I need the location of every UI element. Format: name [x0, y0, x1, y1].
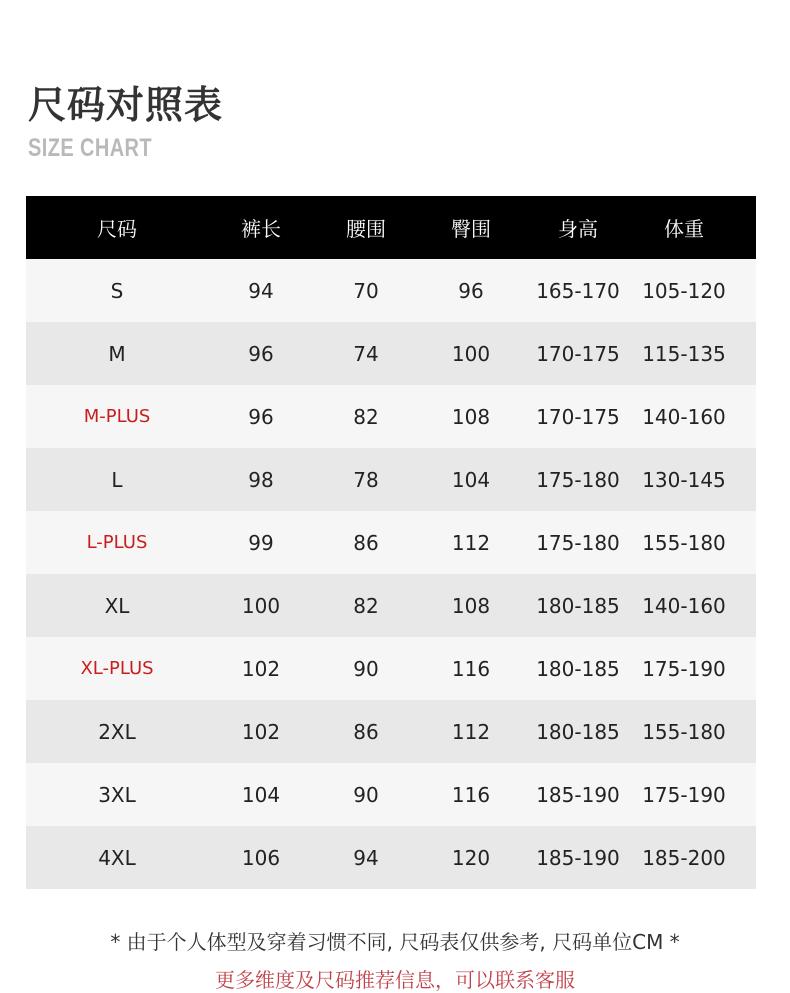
size-cell: L-PLUS: [86, 532, 148, 553]
size-cell: XL: [104, 593, 130, 618]
length-cell: 98: [248, 467, 274, 492]
hip-cell: 108: [451, 404, 491, 429]
column-header-height: 身高: [558, 217, 598, 241]
height-cell: 180-185: [536, 593, 620, 618]
table-row: [26, 448, 756, 511]
hip-cell: 116: [451, 782, 491, 807]
length-cell: 96: [248, 341, 274, 366]
weight-cell: 175-190: [642, 782, 726, 807]
column-spacer: [736, 196, 756, 259]
size-cell: 2XL: [98, 719, 136, 744]
table-row: [26, 826, 756, 889]
row-spacer: [736, 700, 756, 763]
waist-cell: 82: [353, 404, 379, 429]
waist-cell: 70: [353, 278, 379, 303]
length-cell: 100: [241, 593, 281, 618]
contact-service-link[interactable]: 更多维度及尺码推荐信息，可以联系客服: [215, 968, 575, 992]
page-subtitle: SIZE CHART: [28, 134, 152, 162]
size-disclaimer: * 由于个人体型及穿着习惯不同, 尺码表仅供参考, 尺码单位CM *: [110, 930, 680, 954]
weight-cell: 175-190: [642, 656, 726, 681]
size-cell: L: [111, 467, 123, 492]
size-cell: 4XL: [98, 845, 136, 870]
size-cell: M: [108, 341, 126, 366]
length-cell: 102: [241, 656, 281, 681]
size-chart-table: [26, 196, 756, 889]
table-row: [26, 385, 756, 448]
size-cell: 3XL: [98, 782, 136, 807]
height-cell: 180-185: [536, 656, 620, 681]
weight-cell: 140-160: [642, 593, 726, 618]
row-spacer: [736, 511, 756, 574]
column-header-size: 尺码: [97, 217, 137, 241]
table-row: [26, 700, 756, 763]
weight-cell: 155-180: [642, 719, 726, 744]
row-spacer: [736, 259, 756, 322]
height-cell: 165-170: [536, 278, 620, 303]
length-cell: 102: [241, 719, 281, 744]
weight-cell: 140-160: [642, 404, 726, 429]
column-header-weight: 体重: [664, 217, 704, 241]
table-row: [26, 511, 756, 574]
length-cell: 104: [241, 782, 281, 807]
row-spacer: [736, 385, 756, 448]
waist-cell: 82: [353, 593, 379, 618]
size-cell: M-PLUS: [83, 406, 151, 427]
height-cell: 175-180: [536, 467, 620, 492]
waist-cell: 86: [353, 530, 379, 555]
table-row: [26, 637, 756, 700]
height-cell: 180-185: [536, 719, 620, 744]
page-title: 尺码对照表: [28, 83, 224, 127]
waist-cell: 74: [353, 341, 379, 366]
weight-cell: 185-200: [642, 845, 726, 870]
length-cell: 106: [241, 845, 281, 870]
weight-cell: 105-120: [642, 278, 726, 303]
waist-cell: 78: [353, 467, 379, 492]
hip-cell: 112: [451, 530, 491, 555]
size-cell: S: [110, 278, 124, 303]
hip-cell: 108: [451, 593, 491, 618]
length-cell: 96: [248, 404, 274, 429]
hip-cell: 104: [451, 467, 491, 492]
row-spacer: [736, 574, 756, 637]
weight-cell: 155-180: [642, 530, 726, 555]
table-row: [26, 322, 756, 385]
waist-cell: 90: [353, 782, 379, 807]
weight-cell: 130-145: [642, 467, 726, 492]
table-row: [26, 763, 756, 826]
hip-cell: 96: [458, 278, 484, 303]
waist-cell: 90: [353, 656, 379, 681]
row-spacer: [736, 322, 756, 385]
hip-cell: 120: [451, 845, 491, 870]
table-row: [26, 259, 756, 322]
length-cell: 94: [248, 278, 274, 303]
height-cell: 185-190: [536, 845, 620, 870]
column-header-hip: 臀围: [451, 217, 491, 241]
length-cell: 99: [248, 530, 274, 555]
table-header-row: [26, 196, 756, 259]
weight-cell: 115-135: [642, 341, 726, 366]
hip-cell: 100: [451, 341, 491, 366]
height-cell: 175-180: [536, 530, 620, 555]
column-header-length: 裤长: [241, 217, 281, 241]
row-spacer: [736, 637, 756, 700]
waist-cell: 94: [353, 845, 379, 870]
height-cell: 170-175: [536, 404, 620, 429]
height-cell: 170-175: [536, 341, 620, 366]
row-spacer: [736, 448, 756, 511]
table-row: [26, 574, 756, 637]
row-spacer: [736, 763, 756, 826]
height-cell: 185-190: [536, 782, 620, 807]
waist-cell: 86: [353, 719, 379, 744]
row-spacer: [736, 826, 756, 889]
column-header-waist: 腰围: [346, 217, 386, 241]
hip-cell: 116: [451, 656, 491, 681]
size-cell: XL-PLUS: [80, 658, 154, 679]
hip-cell: 112: [451, 719, 491, 744]
